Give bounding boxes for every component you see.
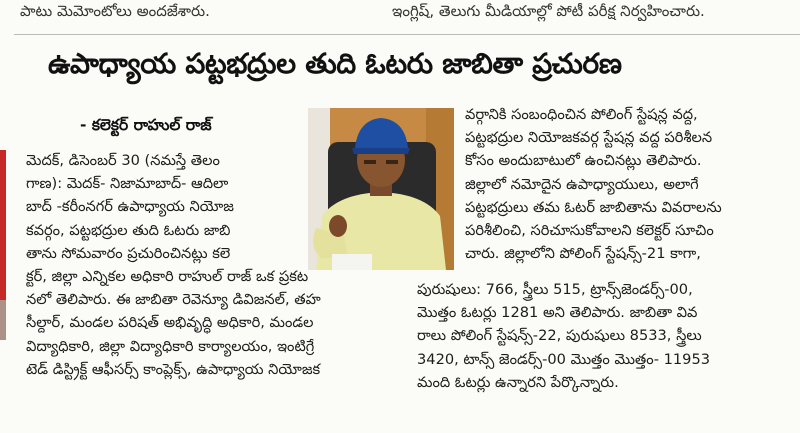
article-body-line: పట్టభద్రుల నియోజకవర్గ స్టేషన్ల వద్ద పరిశీలన <box>465 129 713 147</box>
previous-article-text-left: పాటు మెమోంటోలు అందజేశారు. <box>20 2 210 20</box>
article-body-left-column <box>26 149 398 381</box>
article-body-line: క్టర్, జిల్లా ఎన్నికల అధికారి రాహుల్ రాజ్ ఒక ప్రకట <box>26 268 309 286</box>
article-body-line: గాణ): మెదక్- నిజామాబాద్- ఆదిలా <box>26 175 229 193</box>
article-body-line: 3420, టాన్స్ జెండర్స్-00 మొత్తం మొత్తం- 11953 <box>417 350 711 368</box>
article-byline: - కలెక్టర్ రాహుల్ రాజ్ <box>80 116 212 134</box>
adjacent-column-edge-lower <box>0 300 6 340</box>
article-body-line: నలో తెలిపారు. ఈ జాబితా రెవెన్యూ డివిజనల్, తహ <box>26 291 321 309</box>
article-body-line: మంది ఓటర్లు ఉన్నారని పేర్కొన్నారు. <box>417 373 619 391</box>
article-body-line: కోసం అందుబాటులో ఉంచినట్లు తెలిపారు. <box>465 152 702 170</box>
article-body-right-column-top <box>465 103 785 265</box>
article-body-line: పట్టభద్రులు తమ ఓటర్ జాబితాను వివరాలను <box>465 198 722 216</box>
article-body-line: పురుషులు: 766, స్త్రీలు 515, ట్రాన్స్‌జెండర్స్-00, <box>417 281 693 298</box>
article-body-line: బాద్ -కరీంనగర్ ఉపాధ్యాయ నియోజ <box>26 198 234 216</box>
article-body-line: తాను సోమవారం ప్రచురించినట్లు కలె <box>26 244 231 262</box>
article-body-line: చారు. జిల్లాలోని పోలింగ్ స్టేషన్స్-21 కాగా, <box>465 245 701 263</box>
article-body-right-column-bottom <box>417 278 787 394</box>
article-body-line: రాలు పోలింగ్ స్టేషన్స్-22, పురుషులు 8533, స్త్రీలు <box>417 327 702 345</box>
article-headline: ఉపాధ్యాయ పట్టభద్రుల తుది ఓటరు జాబితా ప్రచురణ <box>48 47 622 80</box>
article-body-line: వర్గానికి సంబంధించిన పోలింగ్ స్టేషన్ల వద్ద, <box>465 106 698 123</box>
article-body-line: పరిశీలించి, సరిచూసుకోవాలని కలెక్టర్ సూచిం <box>465 222 714 240</box>
section-divider <box>14 34 800 35</box>
article-body-line: మొత్తం ఓటర్లు 1281 అని తెలిపారు. జాబితా వివ <box>417 304 698 322</box>
article-body-line: జిల్లాలో నమోదైన ఉపాధ్యాయులు, అలాగే <box>465 175 699 193</box>
article-body-line: కవర్గం, పట్టభద్రుల తుది ఓటరు జాబి <box>26 221 231 239</box>
article-body-line: మెదక్, డిసెంబర్ 30 (నమస్తే తెలం <box>26 152 220 169</box>
article-body-line: సీల్దార్, మండల పరిషత్ అభివృద్ధి అధికారి, మండల <box>26 314 314 332</box>
article-body-line: టెడ్ డిస్ట్రిక్ట్ ఆఫీసర్స్ కాంప్లెక్స్, ఉపాధ్యాయ నియోజక <box>26 360 321 378</box>
article-body-line: విద్యాధికారి, జిల్లా విద్యాధికారి కార్యాలయం, ఇంటిగ్రే <box>26 337 315 355</box>
adjacent-column-edge <box>0 150 6 300</box>
previous-article-strip <box>0 0 800 34</box>
previous-article-text-right: ఇంగ్లిష్, తెలుగు మీడియాల్లో పోటీ పరీక్ష నిర్వహించారు. <box>392 2 705 20</box>
